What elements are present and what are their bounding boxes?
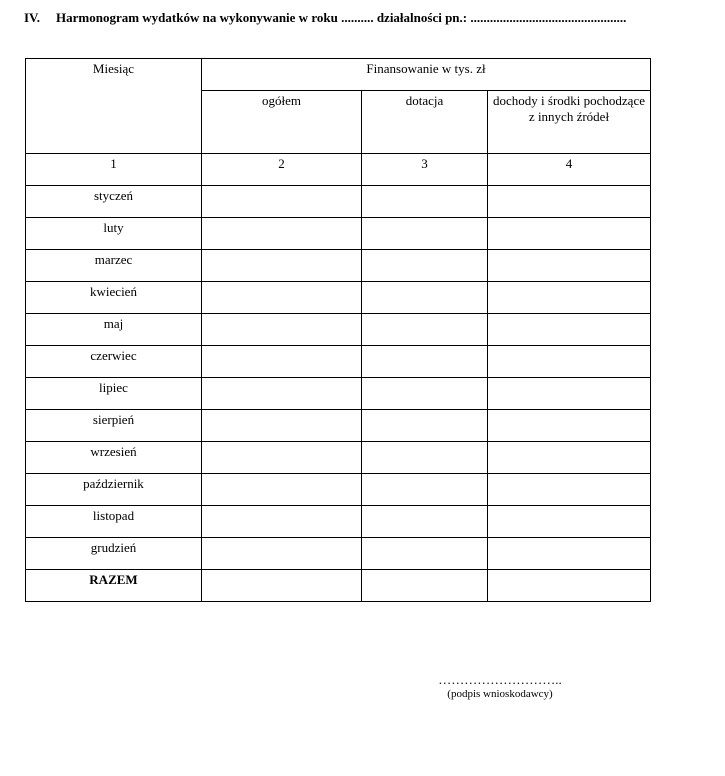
expense-schedule-table (25, 58, 651, 602)
section-heading (24, 10, 626, 26)
other-income-cell[interactable] (488, 378, 651, 410)
total-cell[interactable] (202, 314, 362, 346)
total-cell[interactable] (202, 250, 362, 282)
month-label: marzec (26, 250, 202, 282)
other-income-sum-cell[interactable] (488, 570, 651, 602)
total-cell[interactable] (202, 410, 362, 442)
month-label: listopad (26, 506, 202, 538)
grant-cell[interactable] (362, 378, 488, 410)
other-income-cell[interactable] (488, 506, 651, 538)
total-cell[interactable] (202, 186, 362, 218)
other-income-cell[interactable] (488, 442, 651, 474)
month-label: czerwiec (26, 346, 202, 378)
grant-cell[interactable] (362, 506, 488, 538)
total-cell[interactable] (202, 346, 362, 378)
total-cell[interactable] (202, 378, 362, 410)
grant-cell[interactable] (362, 250, 488, 282)
grant-sum-cell[interactable] (362, 570, 488, 602)
month-row (26, 282, 651, 314)
total-cell[interactable] (202, 282, 362, 314)
month-label: październik (26, 474, 202, 506)
month-row (26, 314, 651, 346)
other-income-cell[interactable] (488, 410, 651, 442)
other-income-cell[interactable] (488, 314, 651, 346)
total-column-header: ogółem (202, 91, 362, 154)
month-label: lipiec (26, 378, 202, 410)
grant-cell[interactable] (362, 282, 488, 314)
grant-cell[interactable] (362, 314, 488, 346)
grant-cell[interactable] (362, 346, 488, 378)
month-row (26, 474, 651, 506)
month-label: maj (26, 314, 202, 346)
column-number: 4 (488, 154, 651, 186)
month-label: grudzień (26, 538, 202, 570)
column-number-row (26, 154, 651, 186)
header-row-1 (26, 59, 651, 91)
month-label: sierpień (26, 410, 202, 442)
month-label: luty (26, 218, 202, 250)
month-row (26, 378, 651, 410)
other-income-cell[interactable] (488, 218, 651, 250)
grant-cell[interactable] (362, 474, 488, 506)
month-row (26, 506, 651, 538)
column-number: 3 (362, 154, 488, 186)
total-cell[interactable] (202, 474, 362, 506)
month-label: wrzesień (26, 442, 202, 474)
financing-group-header: Finansowanie w tys. zł (202, 59, 651, 91)
column-number: 1 (26, 154, 202, 186)
signature-block (430, 672, 570, 700)
month-row (26, 346, 651, 378)
other-income-cell[interactable] (488, 250, 651, 282)
month-row (26, 186, 651, 218)
grant-cell[interactable] (362, 538, 488, 570)
month-row (26, 218, 651, 250)
grant-column-header: dotacja (362, 91, 488, 154)
table-body (26, 59, 651, 602)
total-cell[interactable] (202, 506, 362, 538)
grant-cell[interactable] (362, 442, 488, 474)
signature-caption: (podpis wnioskodawcy) (447, 688, 553, 700)
month-row (26, 538, 651, 570)
other-income-cell[interactable] (488, 346, 651, 378)
other-income-column-header: dochody i środki pochodzące z innych źródeł (488, 91, 651, 154)
other-income-cell[interactable] (488, 282, 651, 314)
other-income-cell[interactable] (488, 474, 651, 506)
grant-cell[interactable] (362, 410, 488, 442)
month-row (26, 410, 651, 442)
grant-cell[interactable] (362, 186, 488, 218)
month-row (26, 442, 651, 474)
month-label: styczeń (26, 186, 202, 218)
total-cell[interactable] (202, 538, 362, 570)
section-number: IV. (24, 10, 41, 25)
grant-cell[interactable] (362, 218, 488, 250)
total-row-label: RAZEM (26, 570, 202, 602)
column-number: 2 (202, 154, 362, 186)
signature-line[interactable]: ……………………….. (438, 672, 562, 687)
section-title: Harmonogram wydatków na wykonywanie w roku .......... działalności pn.: ................................................ (56, 10, 627, 25)
month-label: kwiecień (26, 282, 202, 314)
total-cell[interactable] (202, 442, 362, 474)
total-cell[interactable] (202, 218, 362, 250)
other-income-cell[interactable] (488, 538, 651, 570)
total-row (26, 570, 651, 602)
month-column-header: Miesiąc (26, 59, 202, 154)
month-row (26, 250, 651, 282)
total-sum-cell[interactable] (202, 570, 362, 602)
other-income-cell[interactable] (488, 186, 651, 218)
